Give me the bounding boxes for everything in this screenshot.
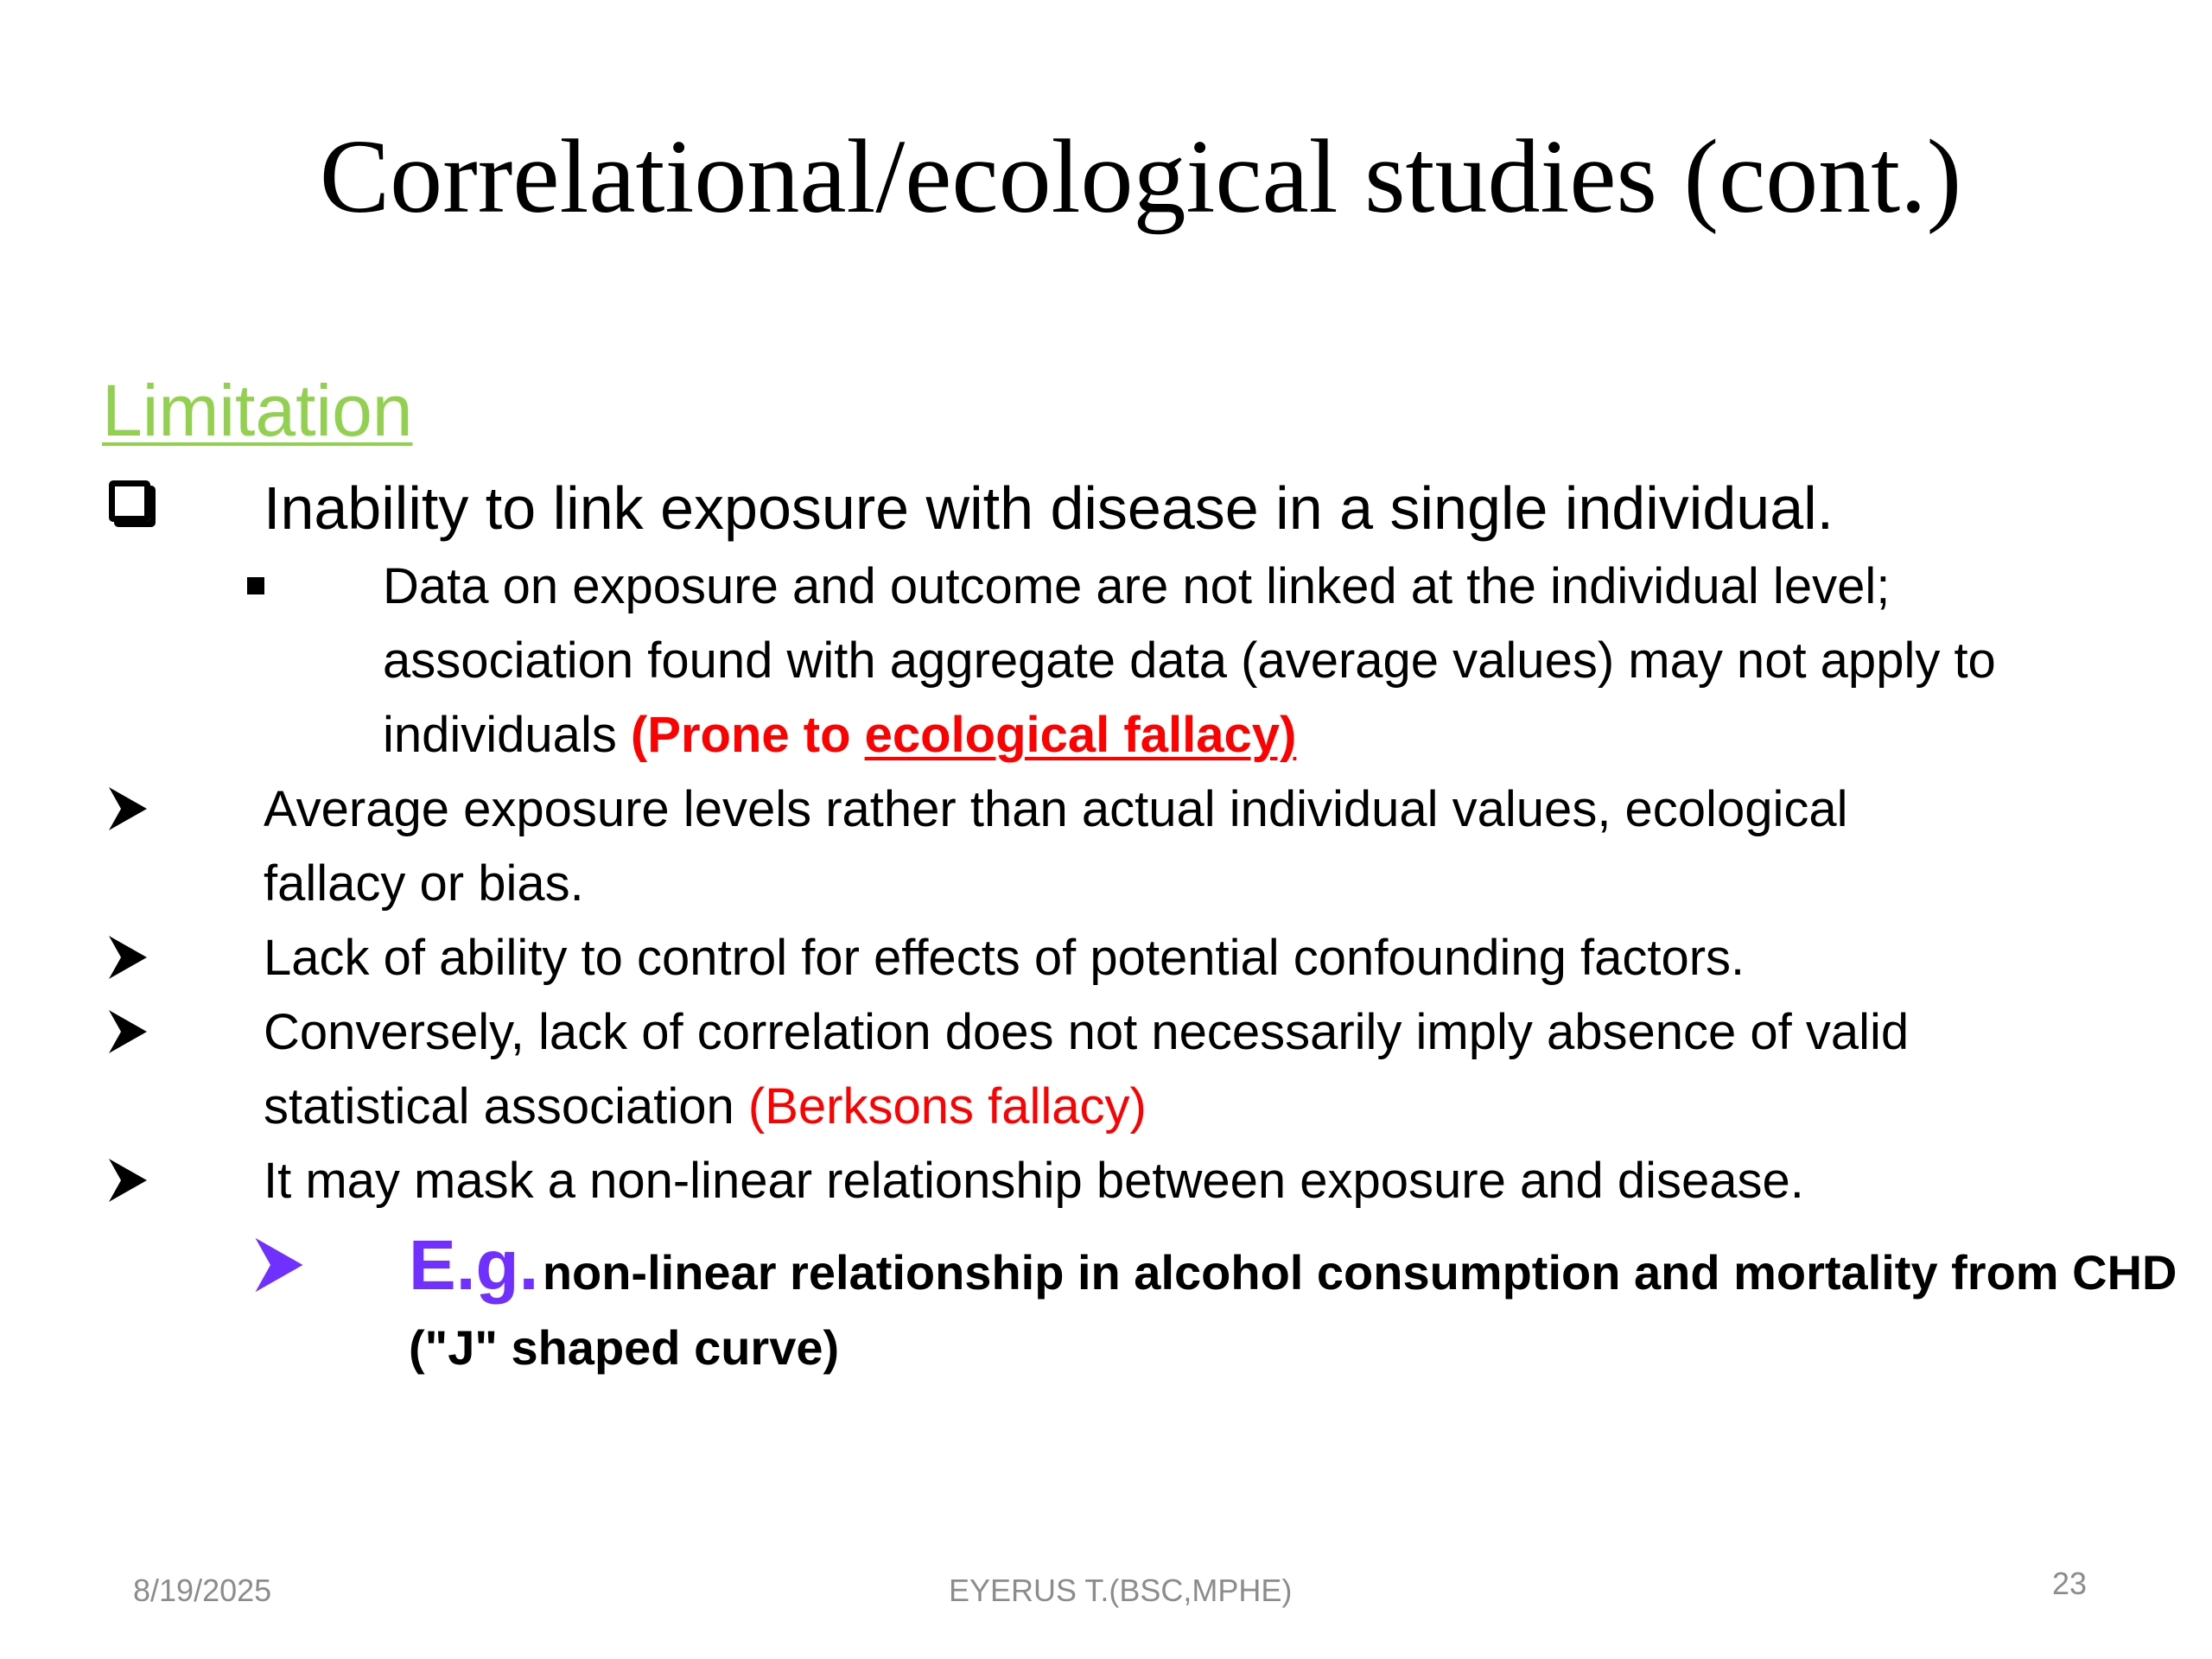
section-heading: Limitation — [102, 370, 413, 451]
example-text-1: non-linear relationship in alcohol consumption and mortality from CHD — [542, 1245, 2177, 1300]
square-bullet-icon — [247, 577, 264, 594]
ecological-fallacy-link: ecological fallacy) — [864, 707, 1297, 763]
example-label: E.g. — [409, 1226, 539, 1305]
berksons-fallacy-text: (Berksons fallacy) — [747, 1078, 1147, 1135]
footer-author: EYERUS T.(BSC,MPHE) — [949, 1573, 1293, 1608]
arrow-bullet-1-line-1: Average exposure levels rather than actual individual values, ecological — [264, 781, 1848, 837]
sub-bullet-line-1: Data on exposure and outcome are not linked at the individual level; — [383, 558, 1891, 614]
arrow-bullet-3-line-1: Conversely, lack of correlation does not necessarily imply absence of valid — [264, 1004, 1910, 1060]
sub-bullet-line-3-prefix: individuals — [383, 707, 631, 763]
arrow-bullet-icon — [107, 785, 149, 832]
arrow-bullet-3-line-2 — [264, 1070, 1147, 1144]
footer-date: 8/19/2025 — [133, 1573, 272, 1608]
example-text-2: ("J" shaped curve) — [409, 1320, 840, 1375]
sub-bullet-line-2: association found with aggregate data (average values) may not apply to — [383, 632, 1996, 689]
arrow-bullet-3-prefix: statistical association — [264, 1078, 748, 1135]
arrow-bullet-icon — [107, 1157, 149, 1204]
main-bullet-text: Inability to link exposure with disease in a single individual. — [264, 474, 1834, 542]
ecological-fallacy-prefix: (Prone to — [630, 707, 865, 763]
checkbox-square-icon — [109, 480, 150, 522]
slide-number: 23 — [2052, 1566, 2088, 1601]
sub-bullet-line-3 — [383, 698, 1296, 772]
slide-title: Correlational/ecological studies (cont.) — [319, 118, 1962, 235]
arrow-bullet-1-line-2: fallacy or bias. — [264, 855, 584, 912]
arrow-bullet-icon — [107, 934, 149, 981]
arrow-bullet-icon — [107, 1008, 149, 1055]
arrow-bullet-4: It may mask a non-linear relationship between exposure and disease. — [264, 1153, 1804, 1209]
arrow-bullet-2: Lack of ability to control for effects of potential confounding factors. — [264, 930, 1745, 986]
purple-arrow-icon — [253, 1236, 305, 1294]
